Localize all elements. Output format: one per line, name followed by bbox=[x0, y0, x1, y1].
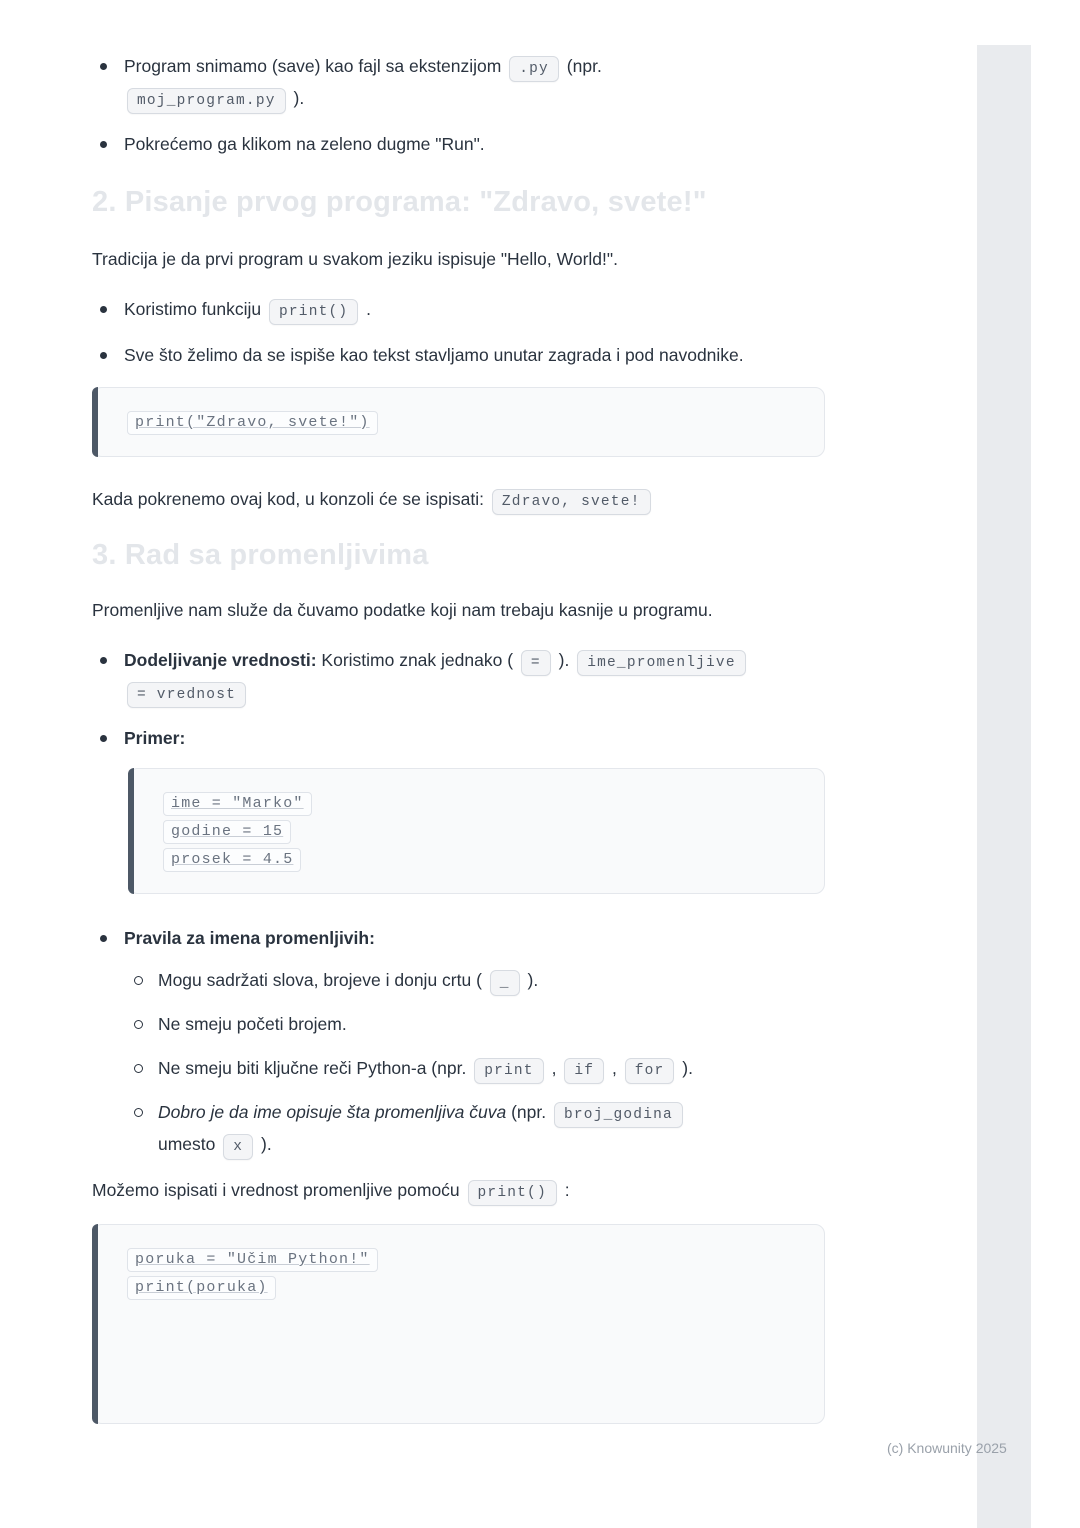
inline-code-variable-value: = vrednost bbox=[127, 682, 246, 708]
paragraph-variables-intro: Promenljive nam služe da čuvamo podatke koji nam trebaju kasnije u programu. bbox=[92, 600, 713, 620]
list-item-save-file bbox=[92, 50, 832, 114]
text-segment: Možemo ispisati i vrednost promenljive pomoću bbox=[92, 1180, 465, 1200]
rules-sublist bbox=[124, 964, 832, 1160]
code-block-poruka bbox=[92, 1224, 825, 1424]
text-segment: , bbox=[607, 1058, 622, 1078]
text-segment: Koristimo znak jednako ( bbox=[316, 650, 518, 670]
section-heading-3: 3. Rad sa promenljivima bbox=[92, 539, 429, 571]
section-heading-2: 2. Pisanje prvog programa: "Zdravo, svete!" bbox=[92, 186, 707, 218]
text-segment: : bbox=[559, 1180, 570, 1200]
inline-code-print: print() bbox=[269, 299, 358, 325]
code-text: godine = 15 bbox=[163, 820, 291, 844]
text-segment: Program snimamo (save) kao fajl sa ekstenzijom bbox=[124, 56, 507, 76]
inline-code-keyword-for: for bbox=[625, 1058, 675, 1084]
paragraph-console-result bbox=[92, 483, 832, 515]
text-segment: ). bbox=[522, 970, 539, 990]
italic-text: Dobro je da ime opisuje šta promenljiva čuva bbox=[158, 1102, 507, 1122]
bold-text: Dodeljivanje vrednosti: bbox=[124, 650, 317, 670]
code-text: print("Zdravo, svete!") bbox=[127, 411, 378, 435]
paragraph-tradition: Tradicija je da prvi program u svakom jeziku ispisuje "Hello, World!". bbox=[92, 249, 618, 269]
list-item-example-label bbox=[92, 722, 832, 754]
inline-code-py-extension: .py bbox=[509, 56, 559, 82]
section2-list bbox=[92, 293, 832, 371]
inline-code-keyword-if: if bbox=[564, 1058, 604, 1084]
rules-outer-list bbox=[92, 922, 832, 1160]
text-segment: (npr. bbox=[506, 1102, 551, 1122]
inline-code-equals: = bbox=[521, 650, 551, 676]
right-gutter bbox=[977, 45, 1031, 1528]
code-line bbox=[127, 1273, 790, 1301]
code-text: ime = "Marko" bbox=[163, 792, 312, 816]
list-item-quotes bbox=[92, 339, 832, 371]
text-segment: (npr. bbox=[561, 56, 602, 76]
code-line bbox=[127, 408, 790, 436]
inline-code-console-output: Zdravo, svete! bbox=[492, 489, 651, 515]
list-item-assignment bbox=[92, 644, 832, 708]
code-line bbox=[163, 817, 790, 845]
code-text: print(poruka) bbox=[127, 1276, 276, 1300]
text-segment: ). bbox=[553, 650, 575, 670]
text-segment: Mogu sadržati slova, brojeve i donju crtu ( bbox=[158, 970, 487, 990]
text-segment: Ne smeju početi brojem. bbox=[158, 1014, 347, 1034]
inline-code-print2: print() bbox=[468, 1180, 557, 1206]
code-text: poruka = "Učim Python!" bbox=[127, 1248, 378, 1272]
inline-code-broj-godina: broj_godina bbox=[554, 1102, 683, 1128]
text-segment: Sve što želimo da se ispiše kao tekst stavljamo unutar zagrada i pod navodnike. bbox=[124, 345, 744, 365]
rule-item-descriptive-names bbox=[124, 1096, 832, 1160]
text-segment: . bbox=[361, 299, 372, 319]
list-item-run-button bbox=[92, 128, 832, 160]
list-item-print-function bbox=[92, 293, 832, 325]
section3-list bbox=[92, 644, 832, 754]
inline-code-keyword-print: print bbox=[474, 1058, 544, 1084]
text-segment: ). bbox=[677, 1058, 693, 1078]
paragraph-print-variable bbox=[92, 1174, 832, 1206]
text-segment: Koristimo funkciju bbox=[124, 299, 266, 319]
code-block-hello bbox=[92, 387, 825, 457]
document-content bbox=[92, 50, 832, 1424]
inline-code-variable-name: ime_promenljive bbox=[577, 650, 746, 676]
code-line bbox=[127, 1245, 790, 1273]
code-line bbox=[163, 845, 790, 873]
text-segment: Pokrećemo ga klikom na zeleno dugme "Run". bbox=[124, 134, 485, 154]
text-segment: umesto bbox=[158, 1134, 221, 1154]
code-line bbox=[163, 789, 790, 817]
intro-list bbox=[92, 50, 832, 160]
list-item-naming-rules bbox=[92, 922, 832, 1160]
inline-code-x: x bbox=[223, 1134, 253, 1160]
code-block-example bbox=[128, 768, 825, 894]
inline-code-underscore: _ bbox=[490, 970, 520, 996]
text-segment: , bbox=[546, 1058, 562, 1078]
code-text: prosek = 4.5 bbox=[163, 848, 301, 872]
rule-item-characters bbox=[124, 964, 832, 996]
bold-text: Primer: bbox=[124, 728, 186, 748]
rule-item-no-digit-start bbox=[124, 1008, 832, 1040]
text-segment: ). bbox=[256, 1134, 272, 1154]
text-segment: Kada pokrenemo ovaj kod, u konzoli će se ispisati: bbox=[92, 489, 489, 509]
text-segment: ). bbox=[288, 88, 305, 108]
inline-code-filename: moj_program.py bbox=[127, 88, 286, 114]
rule-item-keywords bbox=[124, 1052, 832, 1084]
text-segment: Ne smeju biti ključne reči Python-a (npr. bbox=[158, 1058, 472, 1078]
copyright-watermark: (c) Knowunity 2025 bbox=[887, 1440, 1007, 1456]
bold-text: Pravila za imena promenljivih: bbox=[124, 928, 375, 948]
